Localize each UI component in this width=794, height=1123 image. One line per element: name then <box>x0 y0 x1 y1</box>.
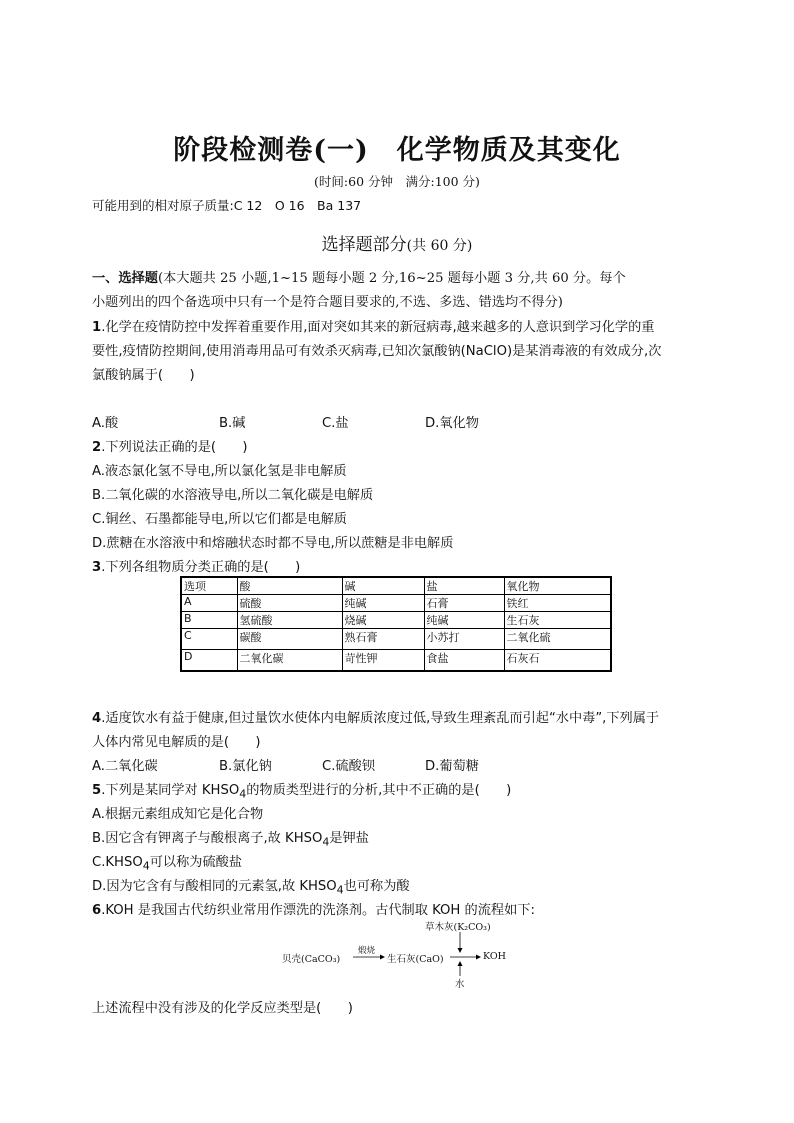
table-cell: C <box>181 629 237 650</box>
q5-option-b-sub: 4 <box>322 835 330 849</box>
q5-option-c-tail: 可以称为硫酸盐 <box>149 855 243 870</box>
section-heading <box>0 230 794 255</box>
q1-text-1: .化学在疫情防控中发挥着重要作用,面对突如其来的新冠病毒,越来越多的人意识到学习化学的重 <box>101 320 655 335</box>
q4-option-a: A.二氧化碳 <box>92 759 158 774</box>
table-cell: 二氧化硫 <box>504 629 611 650</box>
table-cell: 硫酸 <box>237 595 342 612</box>
q2-number: 2 <box>92 440 102 455</box>
exam-time-score: (时间:60 分钟 满分:100 分) <box>314 174 480 189</box>
table-cell: 生石灰 <box>504 612 611 629</box>
flow-middle-label: 生石灰(CaO) <box>387 954 444 965</box>
flow-bottom-label: 水 <box>455 979 465 990</box>
table-cell: 二氧化碳 <box>237 650 342 672</box>
q2-option-c: C.铜丝、石墨都能导电,所以它们都是电解质 <box>92 512 347 527</box>
q5-option-c-sub: 4 <box>142 859 150 873</box>
flow-left-label: 贝壳(CaCO₃) <box>282 954 341 965</box>
q5-option-c <box>92 851 242 873</box>
table-cell: 食盐 <box>424 650 504 672</box>
arrow-head <box>458 948 463 953</box>
flow-diagram <box>280 918 540 990</box>
q5-stem-sub: 4 <box>239 787 247 801</box>
q5-option-b-tail: 是钾盐 <box>329 831 369 846</box>
table-row <box>181 629 611 650</box>
flow-top-label: 草木灰(K₂CO₃) <box>425 922 491 933</box>
page-title: 阶段检测卷(一) 化学物质及其变化 <box>173 135 621 166</box>
table-cell: 石灰石 <box>504 650 611 672</box>
table-cell: 烧碱 <box>342 612 424 629</box>
arrow-head <box>380 955 385 960</box>
table-cell: 铁红 <box>504 595 611 612</box>
q5-option-d-sub: 4 <box>336 883 344 897</box>
q6-stem-text: .KOH 是我国古代纺织业常用作漂洗的洗涤剂。古代制取 KOH 的流程如下: <box>101 903 535 918</box>
q1-option-a: A.酸 <box>92 416 119 431</box>
table-cell: 石膏 <box>424 595 504 612</box>
table-cell: 氢硫酸 <box>237 612 342 629</box>
table-header: 选项 <box>181 577 237 595</box>
arrow-head <box>476 955 481 960</box>
table-row <box>181 612 611 629</box>
section-main: 选择题部分 <box>321 235 407 255</box>
q5-stem-text-c: 的物质类型进行的分析,其中不正确的是( ) <box>246 783 512 798</box>
q5-option-c-text: C.KHSO <box>92 855 143 870</box>
q1-line-3: 氯酸钠属于( ) <box>92 368 195 383</box>
q3-stem <box>92 556 300 575</box>
table-header: 碱 <box>342 577 424 595</box>
table-cell: 纯碱 <box>342 595 424 612</box>
instructions-line-2: 小题列出的四个备选项中只有一个是符合题目要求的,不选、多选、错选均不得分) <box>92 295 563 310</box>
q4-line-2: 人体内常见电解质的是( ) <box>92 735 261 750</box>
q1-option-d: D.氧化物 <box>425 416 479 431</box>
q5-stem <box>92 779 511 801</box>
q1-line-2: 要性,疫情防控期间,使用消毒用品可有效杀灭病毒,已知次氯酸钠(NaClO)是某消毒液的有效成分,次 <box>92 344 662 359</box>
q3-number: 3 <box>92 560 102 575</box>
table-cell: 小苏打 <box>424 629 504 650</box>
q2-stem-text: .下列说法正确的是( ) <box>101 440 248 455</box>
table-cell: 苛性钾 <box>342 650 424 672</box>
table-cell: D <box>181 650 237 672</box>
table-header: 氧化物 <box>504 577 611 595</box>
table-cell: 熟石膏 <box>342 629 424 650</box>
q5-option-d-text: D.因为它含有与酸相同的元素氢,故 KHSO <box>92 879 337 894</box>
q5-option-b <box>92 827 369 849</box>
q2-option-b: B.二氧化碳的水溶液导电,所以二氧化碳是电解质 <box>92 488 374 503</box>
q4-text-1: .适度饮水有益于健康,但过量饮水使体内电解质浓度过低,导致生理紊乱而引起“水中毒”,下列属于 <box>101 711 660 726</box>
q1-option-c: C.盐 <box>322 416 349 431</box>
q5-option-d <box>92 875 410 897</box>
q1-line-1 <box>92 316 654 335</box>
q5-option-b-text: B.因它含有钾离子与酸根离子,故 KHSO <box>92 831 323 846</box>
q4-option-d: D.葡萄糖 <box>425 759 479 774</box>
classification-table <box>180 576 612 672</box>
table-cell: 纯碱 <box>424 612 504 629</box>
q2-stem <box>92 436 248 455</box>
table-cell: 碳酸 <box>237 629 342 650</box>
table-cell: B <box>181 612 237 629</box>
table-header: 酸 <box>237 577 342 595</box>
flow-arrow-label: 煅烧 <box>358 946 376 956</box>
q4-number: 4 <box>92 711 102 726</box>
q6-question: 上述流程中没有涉及的化学反应类型是( ) <box>92 1001 353 1016</box>
instructions-line-1 <box>92 267 626 286</box>
q6-stem <box>92 899 535 918</box>
q4-option-b: B.氯化钠 <box>219 759 272 774</box>
q6-number: 6 <box>92 903 102 918</box>
section-sub: (共 60 分) <box>406 238 473 254</box>
arrow-head <box>458 961 463 966</box>
q1-option-b: B.碱 <box>219 416 246 431</box>
q2-option-a: A.液态氯化氢不导电,所以氯化氢是非电解质 <box>92 464 347 479</box>
q5-number: 5 <box>92 783 102 798</box>
q1-number: 1 <box>92 320 102 335</box>
q2-option-d: D.蔗糖在水溶液中和熔融状态时都不导电,所以蔗糖是非电解质 <box>92 536 454 551</box>
table-row <box>181 595 611 612</box>
q3-stem-text: .下列各组物质分类正确的是( ) <box>101 560 301 575</box>
table-cell: A <box>181 595 237 612</box>
instructions-text-1: (本大题共 25 小题,1~15 题每小题 2 分,16~25 题每小题 3 分,共 60 分。每个 <box>157 271 626 286</box>
q4-option-c: C.硫酸钡 <box>322 759 375 774</box>
table-row <box>181 650 611 672</box>
q5-stem-text-a: .下列是某同学对 KHSO <box>101 783 240 798</box>
q5-option-d-tail: 也可称为酸 <box>343 879 410 894</box>
table-header: 盐 <box>424 577 504 595</box>
instructions-lead: 一、选择题 <box>92 271 158 286</box>
table-header-row <box>181 577 611 595</box>
flow-right-label: KOH <box>483 951 506 962</box>
q4-line-1 <box>92 707 659 726</box>
atomic-masses: 可能用到的相对原子质量:C 12 O 16 Ba 137 <box>92 198 362 213</box>
q5-option-a: A.根据元素组成知它是化合物 <box>92 807 264 822</box>
